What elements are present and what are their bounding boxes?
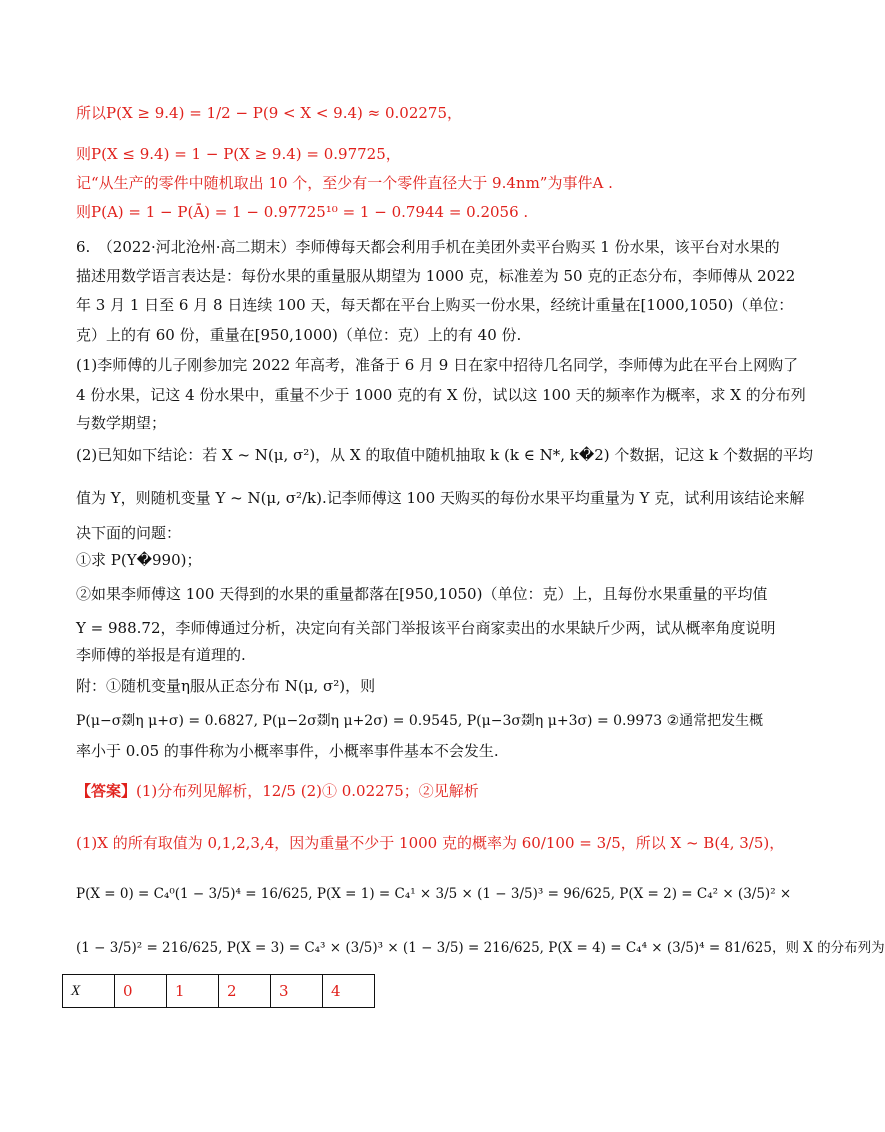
solution-part-1-line-3: (1 − 3/5)² = 216/625, P(X = 3) = C₄³ × (3/5)³ × (1 − 3/5) = 216/625, P(X = 4) = C₄⁴ × (3/5)⁴ = 81/625，则 X 的分布列为: [76, 940, 885, 956]
appendix-line-1: 附：①随机变量η服从正态分布 N(μ, σ²)，则: [76, 677, 376, 695]
problem-6-line-3: 年 3 月 1 日至 6 月 8 日连续 100 天，每天都在平台上购买一份水果，经统计重量在[1000,1050)（单位：: [76, 296, 794, 314]
part-2-sub-2-line-2: Y = 988.72，李师傅通过分析，决定向有关部门举报该平台商家卖出的水果缺斤少两，试从概率角度说明: [76, 619, 776, 637]
table-cell: 3: [271, 975, 323, 1008]
answer-text: (1)分布列见解析，12/5 (2)① 0.02275；②见解析: [136, 782, 479, 800]
part-2-sub-2-line-3: 李师傅的举报是有道理的.: [76, 646, 246, 664]
solution-part-1-line-1: (1)X 的所有取值为 0,1,2,3,4，因为重量不少于 1000 克的概率为 60/100 = 3/5，所以 X ~ B(4, 3/5)，: [76, 834, 785, 852]
table-cell: 0: [115, 975, 167, 1008]
part-2-line-1: (2)已知如下结论：若 X ~ N(μ, σ²)，从 X 的取值中随机抽取 k (k ∈ N*, k�2) 个数据，记这 k 个数据的平均: [76, 446, 814, 464]
solution-line-2: 则P(X ≤ 9.4) = 1 − P(X ≥ 9.4) = 0.97725，: [76, 145, 401, 163]
solution-line-1: 所以P(X ≥ 9.4) = 1/2 − P(9 < X < 9.4) ≈ 0.02275，: [76, 104, 463, 122]
appendix-line-2: P(μ−σ剟η μ+σ) = 0.6827, P(μ−2σ剟η μ+2σ) = 0.9545, P(μ−3σ剟η μ+3σ) = 0.9973 ②通常把发生概: [76, 713, 764, 729]
table-cell: 4: [323, 975, 375, 1008]
problem-6-line-1: 6. （2022·河北沧州·高二期末）李师傅每天都会利用手机在美团外卖平台购买 1 份水果，该平台对水果的: [76, 238, 780, 256]
problem-6-line-4: 克）上的有 60 份，重量在[950,1000)（单位：克）上的有 40 份.: [76, 326, 522, 344]
table-cell: 1: [167, 975, 219, 1008]
solution-line-3: 记“从生产的零件中随机取出 10 个，至少有一个零件直径大于 9.4nm”为事件A .: [76, 174, 613, 192]
distribution-table: [62, 974, 375, 1008]
answer-label: 【答案】: [76, 782, 137, 800]
part-1-line-3: 与数学期望；: [76, 414, 167, 432]
answer-line: [76, 780, 726, 802]
part-2-line-3: 决下面的问题：: [76, 524, 182, 542]
solution-line-4: 则P(A) = 1 − P(Ā) = 1 − 0.97725¹⁰ = 1 − 0.7944 = 0.2056 .: [76, 203, 529, 221]
appendix-line-3: 率小于 0.05 的事件称为小概率事件，小概率事件基本不会发生.: [76, 742, 499, 760]
part-2-sub-1: ①求 P(Y�990)；: [76, 551, 202, 569]
part-2-line-2: 值为 Y，则随机变量 Y ~ N(μ, σ²/k).记李师傅这 100 天购买的每份水果平均重量为 Y 克，试利用该结论来解: [76, 489, 805, 507]
solution-part-1-line-2: P(X = 0) = C₄⁰(1 − 3/5)⁴ = 16/625, P(X = 1) = C₄¹ × 3/5 × (1 − 3/5)³ = 96/625, P(X = 2) = C₄² × (3/5)² ×: [76, 886, 792, 902]
table-header-cell: X: [63, 975, 115, 1008]
table-cell: 2: [219, 975, 271, 1008]
table-row: [63, 975, 375, 1008]
problem-6-line-2: 描述用数学语言表达是：每份水果的重量服从期望为 1000 克，标准差为 50 克的正态分布，李师傅从 2022: [76, 267, 796, 285]
part-2-sub-2-line-1: ②如果李师傅这 100 天得到的水果的重量都落在[950,1050)（单位：克）上，且每份水果重量的平均值: [76, 585, 768, 603]
part-1-line-2: 4 份水果，记这 4 份水果中，重量不少于 1000 克的有 X 份，试以这 100 天的频率作为概率，求 X 的分布列: [76, 386, 806, 404]
part-1-line-1: (1)李师傅的儿子刚参加完 2022 年高考，准备于 6 月 9 日在家中招待几名同学，李师傅为此在平台上网购了: [76, 356, 799, 374]
